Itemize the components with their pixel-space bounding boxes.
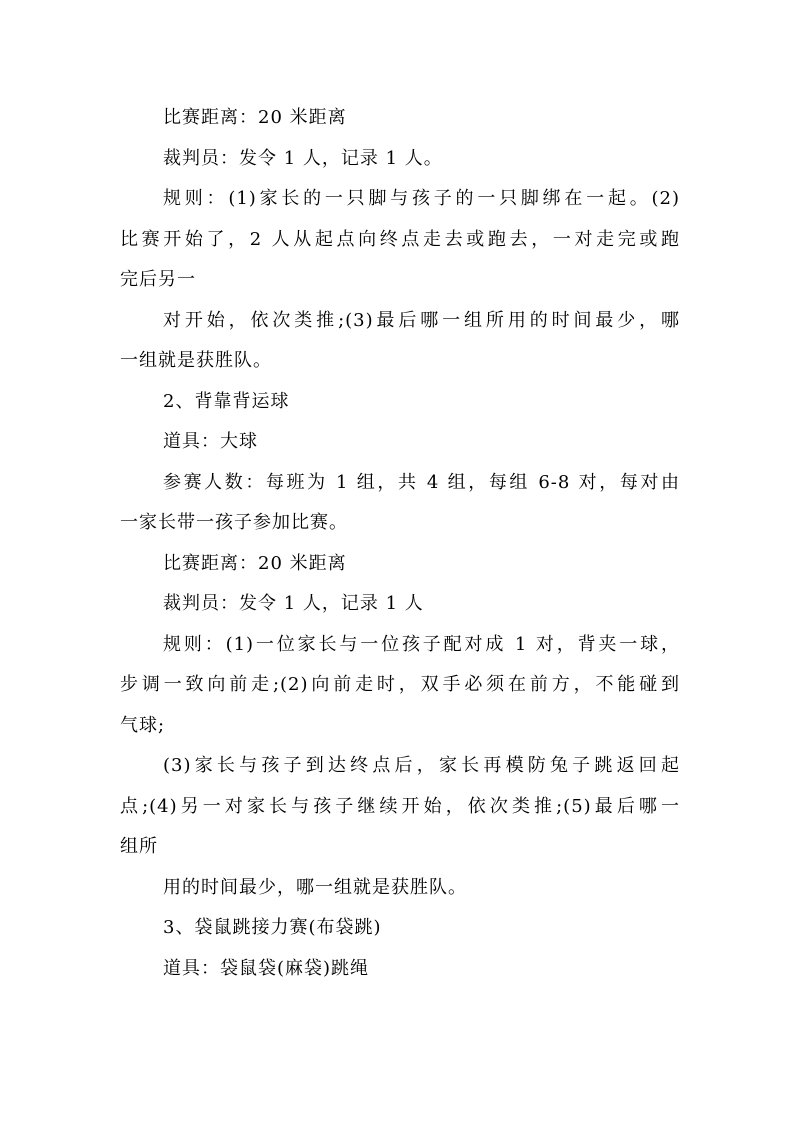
section-heading: 2、背靠背运球 — [163, 390, 290, 412]
text-line: 对开始，依次类推;(3)最后哪一组所用的时间最少，哪 — [163, 309, 680, 331]
text-line: 点;(4)另一对家长与孩子继续开始，依次类推;(5)最后哪一 — [120, 795, 680, 817]
text-line: 裁判员：发令 1 人，记录 1 人 — [163, 593, 424, 614]
text-line: 裁判员：发令 1 人，记录 1 人。 — [163, 147, 443, 169]
text-line: 用的时间最少，哪一组就是获胜队。 — [163, 876, 467, 898]
text-line: 一组就是获胜队。 — [120, 350, 272, 371]
text-line: 参赛人数：每班为 1 组，共 4 组，每组 6-8 对，每对由 — [163, 471, 680, 493]
text-line: 一家长带一孩子参加比赛。 — [120, 512, 348, 533]
text-line: 比赛距离：20 米距离 — [163, 552, 347, 574]
text-line: 规则：(1)一位家长与一位孩子配对成 1 对，背夹一球， — [163, 633, 680, 655]
section-heading: 3、袋鼠跳接力赛(布袋跳) — [163, 917, 382, 938]
text-line: 比赛距离：20 米距离 — [163, 107, 347, 128]
text-line: 完后另一 — [120, 269, 196, 290]
text-line: 气球; — [120, 714, 166, 736]
text-line: 组所 — [120, 836, 158, 857]
text-line: 规则：(1)家长的一只脚与孩子的一只脚绑在一起。(2) — [163, 188, 680, 209]
document-body — [120, 98, 680, 989]
text-line: 道具：袋鼠袋(麻袋)跳绳 — [163, 957, 370, 979]
text-line: 道具：大球 — [163, 431, 258, 452]
text-line: (3)家长与孩子到达终点后，家长再模防兔子跳返回起 — [163, 755, 680, 776]
text-line: 步调一致向前走;(2)向前走时，双手必须在前方，不能碰到 — [120, 674, 680, 695]
text-line: 比赛开始了，2 人从起点向终点走去或跑去，一对走完或跑 — [120, 228, 680, 250]
